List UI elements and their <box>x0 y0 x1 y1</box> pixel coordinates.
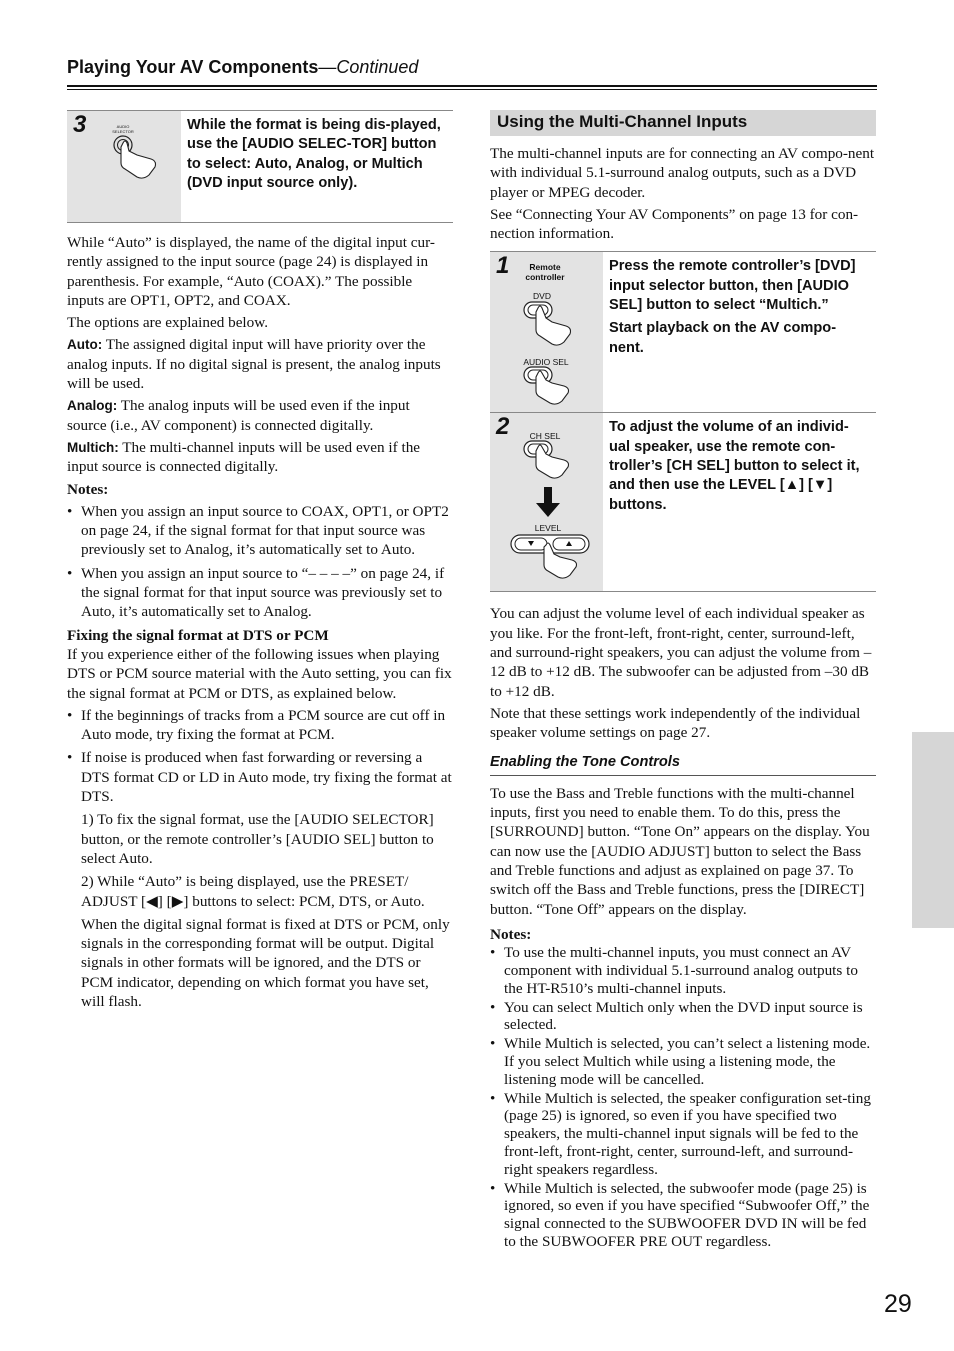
notes-title: Notes: <box>490 925 532 943</box>
option-text: The multi-channel inputs will be used even if the input source is connected digitally. <box>67 438 421 476</box>
paragraph: To use the Bass and Treble functions with the multi-channel inputs, first you need to enable them. To do this, press the [SURROUND] button. “Tone On” appears on the display. You can now use the [AUDIO ADJUST] button to select the Bass and Treble functions and adjust as explained on page 37. To switch off the Bass and Treble functions, press the [DIRECT] button. “Tone Off” appears on the display. <box>490 784 870 918</box>
audio-selector-label: AUDIO SELECTOR <box>112 124 134 134</box>
audio-sel-label: AUDIO SEL <box>523 357 569 368</box>
paragraph: If you experience either of the following issues when playing DTS or PCM source material with the Auto setting, you can fix the signal format at PCM or DTS, as explained below. <box>67 645 452 702</box>
list-item: • When you assign an input source to “– – – –” on page 24, if the signal format for that input source was previously set to Auto, it’s automatically set to Analog. <box>67 564 453 622</box>
option-auto <box>67 335 453 393</box>
page-number: 29 <box>884 1290 912 1318</box>
side-tab <box>912 732 954 928</box>
option-label: Auto: <box>67 337 103 353</box>
remote-controller-label: Remote controller <box>525 262 565 283</box>
header-rule <box>67 85 877 87</box>
dvd-button-icon <box>520 298 580 354</box>
fix-result: When the digital signal format is fixed at DTS or PCM, only signals in the corresponding format will be output. Digital signals in other formats will be ignored, and the DTS or PCM indicator, depending on which format you have set, will flash. <box>81 915 450 1010</box>
option-label: Analog: <box>67 398 118 414</box>
notes-title: Notes: <box>67 480 109 498</box>
notes-list <box>490 944 876 1251</box>
issues-list <box>67 706 453 806</box>
list-item: • If the beginnings of tracks from a PCM source are cut off in Auto mode, try fixing the format at PCM. <box>67 706 453 745</box>
list-item: • While Multich is selected, the speaker configuration set-ting (page 25) is ignored, so even if you have specified two speakers, the multi-channel input signals will be fed to the front-left, front-right, center, surround-left, and surround-right speakers regardless. <box>490 1090 876 1179</box>
option-text: The assigned digital input will have priority over the analog inputs. If no digital signal is present, the analog inputs will be used. <box>67 336 441 393</box>
option-analog <box>67 396 453 435</box>
list-item: • While Multich is selected, the subwoofer mode (page 25) is ignored, so even if you have specified “Subwoofer Off,” the signal connected to the SUBWOOFER DVD IN will be fed to the SUBWOOFER PRE OUT regardless. <box>490 1180 876 1251</box>
step-2-illustration <box>490 413 603 591</box>
paragraph: You can adjust the volume level of each individual speaker as you like. For the front-left, front-right, center, surround-left, and surround-right speakers, you can adjust the volume from –12 dB to +12 dB. The subwoofer can be adjusted from –30 dB to +12 dB. <box>490 605 872 700</box>
list-item: • If noise is produced when fast forwarding or reversing a DTS format CD or LD in Auto mode, try fixing the format at DTS. <box>67 748 453 806</box>
step-2-instruction: To adjust the volume of an individ-ual speaker, use the remote con-troller’s [CH SEL] button to select it, and then use the LEVEL [▲] [▼] buttons. <box>609 419 860 513</box>
section-title: Using the Multi-Channel Inputs <box>490 110 876 136</box>
step-1 <box>490 251 876 412</box>
step-number: 1 <box>496 252 510 280</box>
paragraph: The multi-channel inputs are for connecting an AV compo-nent with individual 5.1-surround analog outputs, such as a DVD player or MPEG decoder. <box>490 145 875 201</box>
paragraph: While “Auto” is displayed, the name of the digital input cur-rently assigned to the input source (page 24) is displayed in parenthesis. For example, “Auto (COAX).” The possible inputs are OPT1, OPT2, and COAX. <box>67 234 435 309</box>
step-1-text-2: Start playback on the AV compo-nent. <box>609 320 837 356</box>
audio-selector-button-icon <box>107 133 167 193</box>
option-multich <box>67 438 453 477</box>
option-label: Multich: <box>67 439 119 455</box>
paragraph: See “Connecting Your AV Components” on page 13 for con-nection information. <box>490 205 859 243</box>
right-column <box>490 110 876 1255</box>
tone-controls-title: Enabling the Tone Controls <box>490 753 876 776</box>
list-item: • You can select Multich only when the DVD input source is selected. <box>490 999 876 1035</box>
notes-list <box>67 502 453 622</box>
list-item: • When you assign an input source to COAX, OPT1, or OPT2 on page 24, if the signal format for that input source was previously set to Analog, it’s automatically set to Auto. <box>67 502 453 560</box>
step-3 <box>67 110 453 223</box>
step-number: 2 <box>496 413 510 441</box>
option-text: The analog inputs will be used even if the input source (i.e., AV component) is connected digitally. <box>67 397 410 434</box>
page-header-continued: —Continued <box>318 57 419 77</box>
level-label: LEVEL <box>534 523 562 534</box>
step-3-instruction: While the format is being dis-played, use the [AUDIO SELEC-TOR] button to select: Auto, Analog, or Multich (DVD input source only). <box>187 117 441 191</box>
level-buttons-icon <box>508 531 594 587</box>
paragraph: Note that these settings work independently of the individual speaker volume settings on page 27. <box>490 704 861 742</box>
list-item: • To use the multi-channel inputs, you must connect an AV component with individual 5.1-surround analog outputs to the HT-R510’s multi-channel inputs. <box>490 944 876 997</box>
audio-sel-button-icon <box>520 363 580 409</box>
page-header <box>67 57 877 78</box>
step-1-text-1: Press the remote controller’s [DVD] input selector button, then [AUDIO SEL] button to select “Multich.” <box>609 258 856 314</box>
fix-step-1: 1) To fix the signal format, use the [AUDIO SELECTOR] button, or the remote controller’s [AUDIO SEL] button to select Auto. <box>81 811 434 867</box>
list-item: • While Multich is selected, you can’t select a listening mode. If you select Multich while using a listening mode, the listening mode will be cancelled. <box>490 1035 876 1088</box>
dvd-label: DVD <box>533 291 551 302</box>
ch-sel-button-icon <box>520 437 580 483</box>
left-column <box>67 110 453 1015</box>
step-1-illustration <box>490 252 603 412</box>
subsection-title: Fixing the signal format at DTS or PCM <box>67 626 329 644</box>
step-3-illustration <box>67 111 181 222</box>
paragraph: The options are explained below. <box>67 314 269 332</box>
step-number: 3 <box>73 111 87 138</box>
header-rule-thin <box>67 89 877 90</box>
fix-step-2: 2) While “Auto” is being displayed, use the PRESET/ ADJUST [◀] [▶] buttons to select: PCM, DTS, or Auto. <box>81 873 425 910</box>
step-1-instruction <box>603 252 875 412</box>
step-2 <box>490 412 876 592</box>
ch-sel-label: CH SEL <box>529 431 561 442</box>
page-header-title: Playing Your AV Components <box>67 57 319 77</box>
arrow-down-icon <box>536 487 560 519</box>
